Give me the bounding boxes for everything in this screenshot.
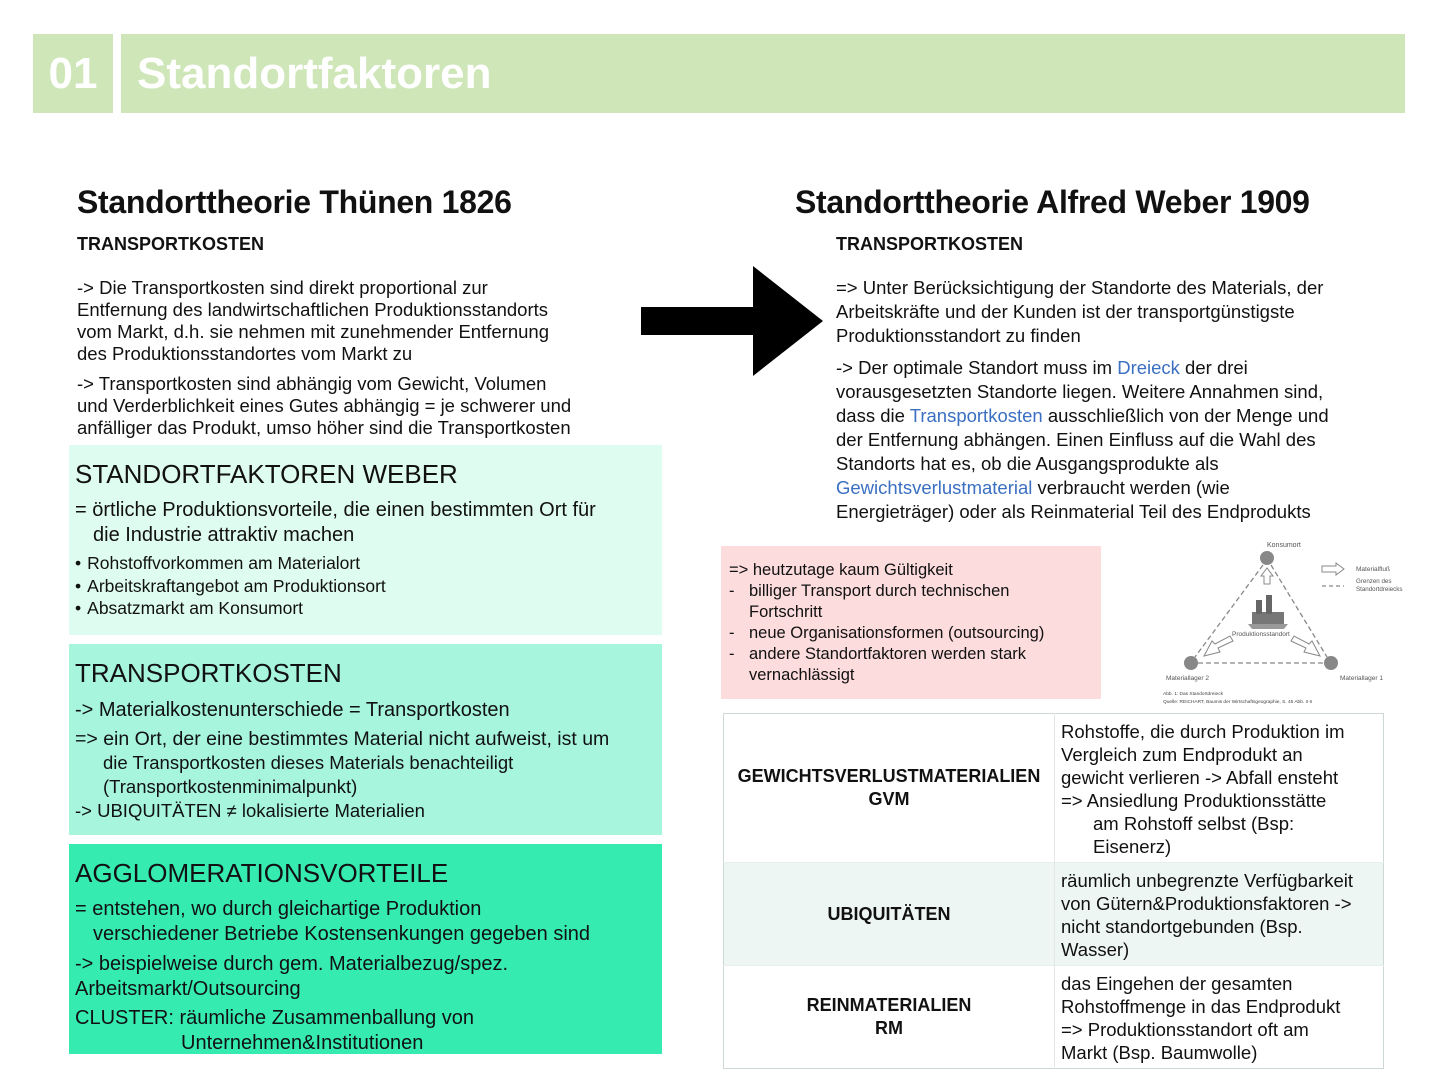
list-item xyxy=(729,581,1093,623)
list-item xyxy=(729,623,1093,644)
text-line: -> Materialkostenunterschiede = Transportkosten xyxy=(75,699,510,721)
text-line: Arbeitsmarkt/Outsourcing xyxy=(75,978,301,1000)
text-line: Rohstoffmenge in das Endprodukt xyxy=(1061,996,1341,1017)
box-title: AGGLOMERATIONSVORTEILE xyxy=(75,858,449,888)
list-item xyxy=(729,644,1093,686)
text-line: CLUSTER: räumliche Zusammenballung von xyxy=(75,1007,475,1029)
legend-grenzen: Grenzen des xyxy=(1356,578,1392,585)
text-line: -> Transportkosten sind abhängig vom Gewicht, Volumen xyxy=(77,373,547,394)
weber-text xyxy=(836,276,1396,524)
transportkosten-box xyxy=(69,644,662,835)
text-line: (Transportkostenminimalpunkt) xyxy=(103,776,358,797)
text-line: Wasser) xyxy=(1061,939,1130,960)
highlight-gewichtsverlustmaterial: Gewichtsverlustmaterial xyxy=(836,477,1033,498)
text-line: der Entfernung abhängen. Einen Einfluss auf die Wahl des xyxy=(836,429,1316,450)
text-line: => ein Ort, der eine bestimmtes Material nicht aufweist, ist um xyxy=(75,728,610,750)
figure-source: Quelle: REICHART, Baumis der Wirtschaftsgeographie, S. 45 Abb. II 6 xyxy=(1163,700,1313,705)
text-line: = entstehen, wo durch gleichartige Produktion xyxy=(75,898,482,920)
material-definitions-table xyxy=(723,713,1384,1069)
term-reinmaterialien xyxy=(724,966,1055,1069)
text-line: -> Die Transportkosten sind direkt proportional zur xyxy=(77,277,488,298)
text-line: Arbeitskräfte und der Kunden ist der transportgünstigste xyxy=(836,301,1295,322)
text-line: verschiedener Betriebe Kostensenkungen gegeben sind xyxy=(93,923,591,945)
text-line: => Ansiedlung Produktionsstätte xyxy=(1061,790,1327,811)
definition-line: die Industrie attraktiv machen xyxy=(93,524,355,546)
text-line: und Verderblichkeit eines Gutes abhängig = je schwerer und xyxy=(77,395,572,416)
agglomerationsvorteile-box xyxy=(69,844,662,1054)
desc-reinmaterialien xyxy=(1055,966,1384,1069)
text-line: neue Organisationsformen (outsourcing) xyxy=(749,624,1045,642)
materiallager1-node xyxy=(1324,656,1338,670)
text-line: Vergleich zum Endprodukt an xyxy=(1061,744,1303,765)
text-line: anfälliger das Produkt, umso höher sind die Transportkosten xyxy=(77,417,571,438)
page-title: Standortfaktoren xyxy=(121,34,1405,113)
list-item: • Rohstoffvorkommen am Materialort xyxy=(75,552,656,575)
text-line: nicht standortgebunden (Bsp. xyxy=(1061,916,1303,937)
table-row xyxy=(724,966,1384,1069)
materiallager2-node xyxy=(1184,656,1198,670)
text-line: Standorts hat es, ob die Ausgangsprodukte als xyxy=(836,453,1219,474)
list-item: • Arbeitskraftangebot am Produktionsort xyxy=(75,575,656,598)
label-materiallager1: Materiallager 1 xyxy=(1340,675,1383,682)
arrow-right-icon xyxy=(641,266,823,376)
text-line: GVM xyxy=(868,789,910,809)
text-line: -> beispielweise durch gem. Materialbezug/spez. xyxy=(75,953,508,975)
text-line: -> UBIQUITÄTEN ≠ lokalisierte Materialien xyxy=(75,800,425,821)
weber-title: Standorttheorie Alfred Weber 1909 xyxy=(795,184,1310,220)
dash-marker: - xyxy=(729,624,735,642)
text-line: das Eingehen der gesamten xyxy=(1061,973,1293,994)
highlight-dreieck: Dreieck xyxy=(1117,357,1180,378)
text-fragment: verbraucht werden (wie xyxy=(1032,477,1230,498)
text-line: => Unter Berücksichtigung der Standorte des Materials, der xyxy=(836,277,1324,298)
text-line: am Rohstoff selbst (Bsp: xyxy=(1093,813,1295,834)
text-fragment: der drei xyxy=(1179,357,1248,378)
text-line: vorausgesetzten Standorte liegen. Weitere Annahmen sind, xyxy=(836,381,1324,402)
label-produktionsstandort: Produktionsstandort xyxy=(1232,631,1290,638)
text-line: Energieträger) oder als Reinmaterial Teil des Endprodukts xyxy=(836,501,1311,522)
list-item: • Absatzmarkt am Konsumort xyxy=(75,597,656,620)
definition-line: = örtliche Produktionsvorteile, die einen bestimmten Ort für xyxy=(75,499,596,521)
legend-materialfluss: Materialfluß xyxy=(1356,566,1390,573)
text-line: RM xyxy=(875,1018,903,1038)
standortfaktoren-weber-box xyxy=(69,445,662,635)
table-row xyxy=(724,714,1384,863)
standortdreieck-figure xyxy=(1160,538,1422,708)
text-line: Rohstoffe, die durch Produktion im xyxy=(1061,721,1345,742)
thuenen-title: Standorttheorie Thünen 1826 xyxy=(77,184,512,220)
highlight-transportkosten: Transportkosten xyxy=(909,405,1043,426)
figure-caption: Abb. 1: Das Standortdreieck xyxy=(1163,692,1223,697)
text-line: vernachlässigt xyxy=(749,666,855,684)
legend-flow-icon xyxy=(1322,563,1344,575)
flow-arrow-right xyxy=(1291,636,1320,656)
text-fragment: -> Der optimale Standort muss im xyxy=(836,357,1118,378)
box-title: TRANSPORTKOSTEN xyxy=(75,658,342,688)
text-line: Produktionsstandort zu finden xyxy=(836,325,1081,346)
text-line: Unternehmen&Institutionen xyxy=(181,1032,424,1054)
text-line: vom Markt, d.h. sie nehmen mit zunehmender Entfernung xyxy=(77,321,549,342)
text-line: Eisenerz) xyxy=(1093,836,1172,857)
text-line: GEWICHTSVERLUSTMATERIALIEN xyxy=(737,766,1041,786)
text-line: des Produktionsstandortes vom Markt zu xyxy=(77,343,413,364)
text-line: Markt (Bsp. Baumwolle) xyxy=(1061,1042,1258,1063)
dash-marker: - xyxy=(729,645,735,663)
text-line: von Gütern&Produktionsfaktoren -> xyxy=(1061,893,1352,914)
dash-marker: - xyxy=(729,582,735,600)
desc-ubiquitaeten xyxy=(1055,863,1384,966)
text-fragment: ausschließlich von der Menge und xyxy=(1042,405,1329,426)
weber-subtitle: TRANSPORTKOSTEN xyxy=(836,234,1024,254)
text-line: => Produktionsstandort oft am xyxy=(1061,1019,1309,1040)
flow-arrow-up xyxy=(1261,568,1273,584)
legend-standortdreieck: Standortdreiecks xyxy=(1356,586,1403,593)
table-row xyxy=(724,863,1384,966)
section-number: 01 xyxy=(33,34,113,113)
text-line: andere Standortfaktoren werden stark xyxy=(749,645,1026,663)
thuenen-text xyxy=(77,277,647,439)
text-line: räumlich unbegrenzte Verfügbarkeit xyxy=(1061,870,1354,891)
konsumort-node xyxy=(1260,551,1274,565)
factory-icon xyxy=(1248,595,1288,629)
note-heading: => heutzutage kaum Gültigkeit xyxy=(729,561,953,579)
box-title: STANDORTFAKTOREN WEBER xyxy=(75,459,458,489)
desc-gvm xyxy=(1055,714,1384,863)
validity-note xyxy=(721,546,1101,699)
text-line: billiger Transport durch technischen xyxy=(749,582,1010,600)
term-gvm xyxy=(724,714,1055,863)
text-line: gewicht verlieren -> Abfall ensteht xyxy=(1061,767,1339,788)
label-materiallager2: Materiallager 2 xyxy=(1166,675,1209,682)
text-line: Entfernung des landwirtschaftlichen Produktionsstandorts xyxy=(77,299,548,320)
text-line: REINMATERIALIEN xyxy=(806,995,972,1015)
text-line: UBIQUITÄTEN xyxy=(827,903,951,924)
label-konsumort: Konsumort xyxy=(1267,542,1301,549)
factor-list xyxy=(75,552,656,620)
text-line: die Transportkosten dieses Materials benachteiligt xyxy=(103,752,514,773)
text-line: Fortschritt xyxy=(749,603,823,621)
text-fragment: dass die xyxy=(836,405,910,426)
thuenen-subtitle: TRANSPORTKOSTEN xyxy=(77,234,265,254)
term-ubiquitaeten xyxy=(724,863,1055,966)
